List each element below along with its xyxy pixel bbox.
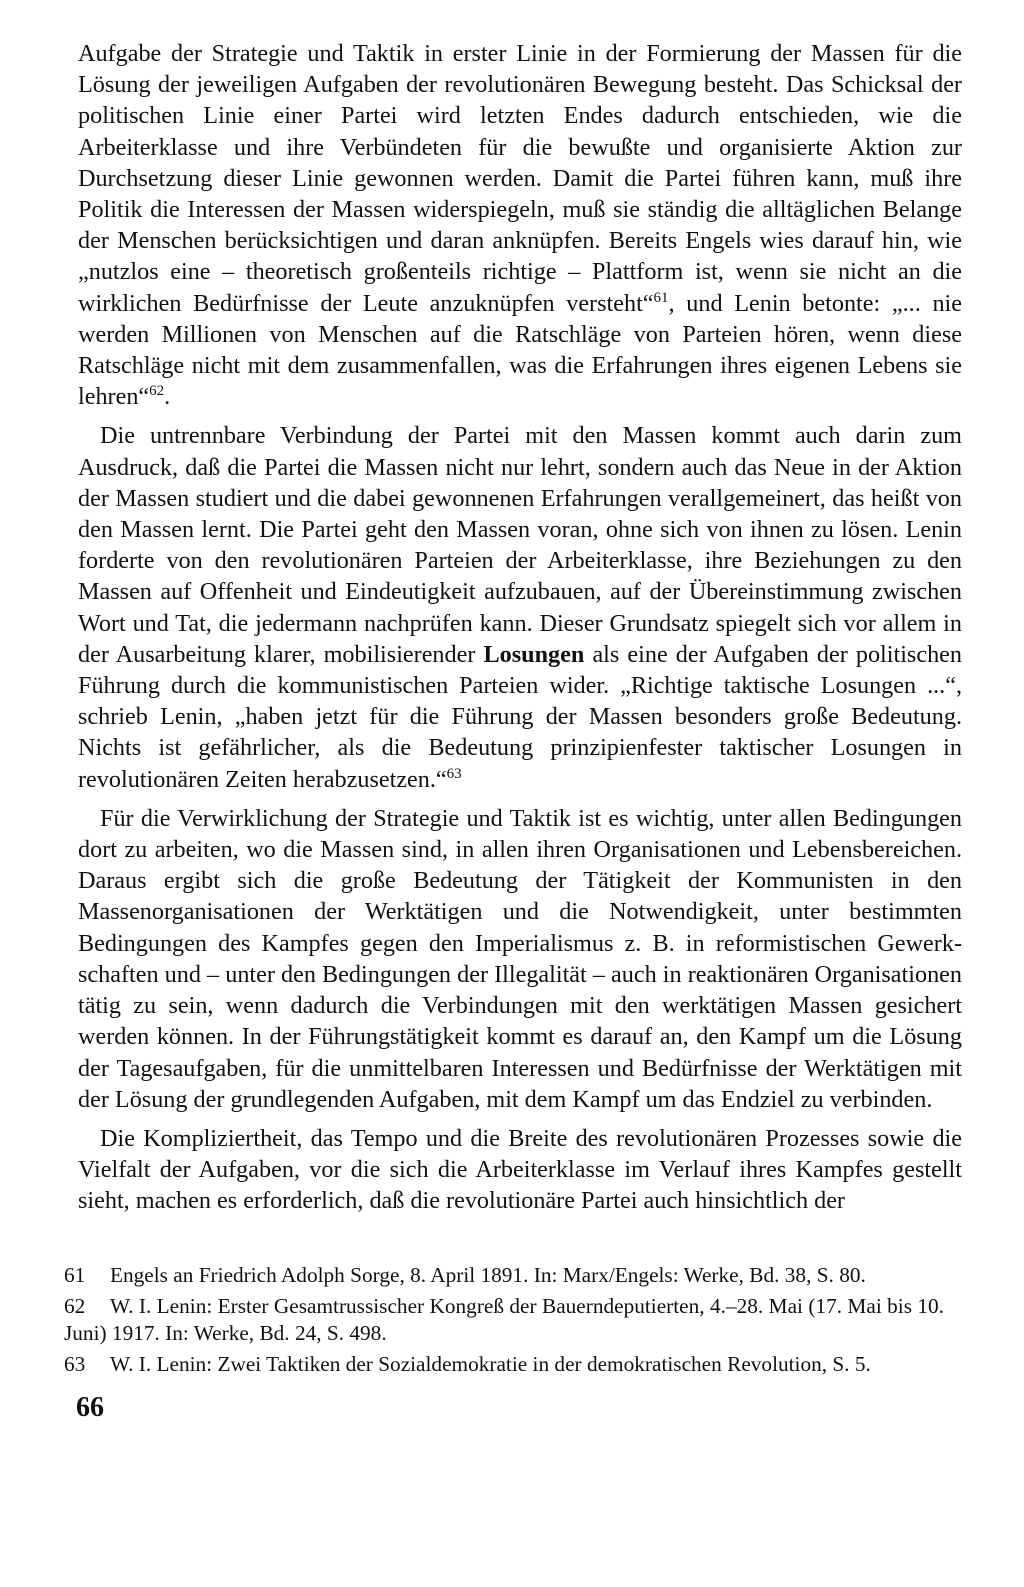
text-run: . [164, 383, 171, 411]
footnote-text: W. I. Lenin: Erster Gesamtrussischer Kongreß der Bauerndeputierten, 4.–28. Mai (17. Mai bis 10. Juni) 1917. In: Werke, Bd. 24, S. 498. [64, 1294, 944, 1345]
footnotes [64, 1262, 944, 1382]
text-run: als eine der Aufgaben der politischen Führung durch die kommunistischen Parteien wider. „Richtige taktische Losungen ...“, schrieb Lenin, „haben jetzt für die Führung der Massen besonders große Bedeutung. Nichts ist gefährlicher, als die Bedeutung prinzipienfester taktischer Losungen in revolutionären Zeiten herabzusetzen.“ [78, 640, 962, 793]
footnote-61 [64, 1262, 944, 1289]
footnote-ref: 61 [653, 289, 669, 306]
footnote-ref: 63 [446, 765, 462, 782]
footnote-number: 61 [64, 1263, 86, 1287]
footnote-62 [64, 1293, 944, 1347]
footnote-63 [64, 1351, 944, 1378]
paragraph-4 [78, 1123, 962, 1217]
page-number: 66 [76, 1392, 104, 1423]
paragraph-3 [78, 803, 962, 1115]
footnote-ref: 62 [149, 383, 165, 400]
footnote-text: W. I. Lenin: Zwei Taktiken der Sozialdemokratie in der demokratischen Revolution, S. 5. [110, 1352, 871, 1376]
footnote-number: 62 [64, 1294, 86, 1318]
paragraph-1 [78, 38, 962, 412]
footnote-text: Engels an Friedrich Adolph Sorge, 8. April 1891. In: Marx/Engels: Werke, Bd. 38, S. 80. [110, 1263, 866, 1287]
text-run: , und Lenin betonte: „... nie werden Millionen von Menschen auf die Ratschläge von Parteien hören, wenn diese Ratschläge nicht mit dem zusammenfallen, was die Erfahrungen ihres eigenen Lebens sie lehren“ [78, 289, 962, 411]
paragraph-2 [78, 420, 962, 794]
bold-term: Losungen [483, 640, 585, 668]
footnote-number: 63 [64, 1352, 86, 1376]
text-run: Die Kompliziertheit, das Tempo und die Breite des revolutionären Prozesses sowie die Vielfalt der Aufgaben, vor die sich die Arbeiterklasse im Verlauf ihres Kampfes gestellt sieht, machen es erforderlich, daß die revolutionäre Partei auch hinsichtlich der [78, 1124, 962, 1215]
text-run: Die untrennbare Verbindung der Partei mit den Massen kommt auch darin zum Ausdruck, daß die Partei die Massen nicht nur lehrt, sondern auch das Neue in der Aktion der Massen studiert und die dabei gewonnenen Erfahrungen verallgemeinert, das heißt von den Massen lernt. Die Partei geht den Massen voran, ohne sich von ihnen zu lösen. Lenin forderte von den revolutionären Parteien der Arbeiterklasse, ihre Beziehungen zu den Massen auf Offenheit und Eindeutigkeit aufzubauen, auf der Übereinstimmung zwischen Wort und Tat, die jedermann nachprüfen kann. Dieser Grundsatz spiegelt sich vor allem in der Ausarbeitung klarer, mobilisierender [78, 422, 962, 668]
text-run: Aufgabe der Strategie und Taktik in erster Linie in der Formierung der Massen für die Lösung der jeweiligen Aufgaben der revolutionären Bewegung besteht. Das Schicksal der politischen Linie einer Partei wird letzten Endes dadurch entschieden, wie die Arbeiterklasse und ihre Verbündeten für die bewußte und organisierte Aktion zur Durchsetzung dieser Linie gewonnen werden. Damit die Partei führen kann, muß ihre Politik die Interessen der Massen widerspiegeln, muß sie ständig die alltäglichen Belange der Menschen berücksichtigen und daran anknüpfen. Bereits Engels wies darauf hin, wie „nutzlos eine – theoretisch großenteils richtige – Plattform ist, wenn sie nicht an die wirklichen Bedürfnisse der Leute anzuknüpfen versteht“ [78, 40, 962, 317]
page-body [78, 38, 962, 1217]
text-run: Für die Verwirklichung der Strategie und Taktik ist es wichtig, unter allen Bedingungen dort zu arbeiten, wo die Massen sind, in allen ihren Organisationen und Lebensbereichen. Daraus ergibt sich die große Bedeutung der Tätigkeit der Kommunisten in den Massenorganisationen der Werktätigen und die Notwendigkeit, unter bestimmten Bedingungen des Kampfes gegen den Imperialismus z. B. in reformistischen Gewerkschaften und – unter den Bedingungen der Illegalität – auch in reaktionären Organisationen tätig zu sein, wenn dadurch die Verbindungen mit den werktätigen Massen gesichert werden können. In der Führungstätigkeit kommt es darauf an, den Kampf um die Lösung der Tagesaufgaben, für die unmittelbaren Interessen und Bedürfnisse der Werktätigen mit der Lösung der grundlegenden Aufgaben, mit dem Kampf um das Endziel zu verbinden. [78, 804, 962, 1113]
